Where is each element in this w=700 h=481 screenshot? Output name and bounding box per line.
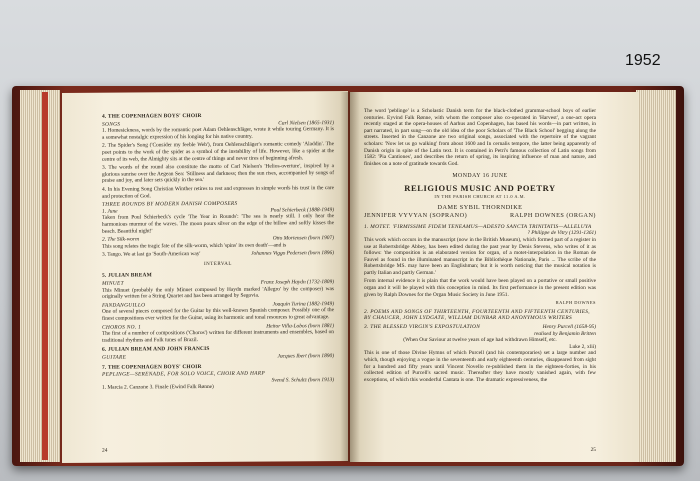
fandanguillo-composer: Joaquin Turina (1882-1949)	[272, 300, 334, 308]
peplinge-text: 1. Marcia 2. Canzone 3. Finale (Ewind Falk Rønne)	[102, 384, 214, 392]
year-label: 1952	[625, 52, 661, 69]
songs-item-4: 4. In his Evening Song Christian Winther retires to rest and expresses in simple words his trust in the care and protection of God.	[102, 185, 334, 200]
left-page	[62, 91, 348, 463]
round-1-composer: Poul Schierbeck (1888-1949)	[270, 206, 334, 214]
item-1-text: This work which occurs in the manuscript (now in the British Museum), which formed part of a register in use at Robertsbridge Abbey, has been edited during the past year by Denis Stevens, who writes of it as follows: 'the composition is an elaborated version for organ, of a motet-interpolation in the Roman de Fauvel as found in the illuminated manuscript in the Bibliothèque Nationale, Paris ... The scribe of the Robertsbridge MS. may have been an Englishman; but it is worth noticing that the musical notation is partly Italian and partly German.'	[364, 236, 596, 276]
peplinge-composer: Svend S. Schultz (born 1913)	[271, 376, 334, 384]
round-3-title: 3. Tango. We at last go 'South-American way'	[102, 251, 201, 259]
minuet-label: MINUET	[102, 280, 124, 287]
item-3-realised: realised by Benjamin Britten	[534, 330, 596, 337]
intro-text: The word 'peblinge' is a Scholastic Danish term for the black-clothed grammar-school boys of earlier centuries. Eyvind Falk Rønne, with whom the composer also co-operated in 'Harvest', a one-act opera recently staged at the opera-houses of Aarhus and Copenhagen, has based his words—in part written, in part narrated, in part sung—on the old idea of the poor Scholars of 'The Black School' begging along the streets. Inserted in the Canzone are two original songs, associated with the repertoire of the vagrant scholars: 'Now let us go walking' from about 1600 and In cernalis tempore, the latter being apparently of Danish origin in spite of the Latin text. It is contained in Petri's famous collection of Latin songs from 1582: 'Pia Cantiones', and describes the return of spring, its inspiring influence of man and nature, and finishes on a note of gratitude towards God.	[364, 108, 596, 167]
round-2-title: 2. The Silk-worm	[102, 236, 139, 243]
reader-name: DAME SYBIL THORNDIKE	[437, 203, 523, 211]
fandanguillo-text: One of several pieces composed for the Guitar by this well-known Spanish composer. Possibly one of the finest compositions ever written for the Guitar, using its harmonic and tonal resources to great advantage.	[102, 307, 334, 322]
ribbon-marker	[42, 92, 48, 460]
performer-organ: RALPH DOWNES (ORGAN)	[510, 212, 596, 220]
rounds-label: THREE ROUNDS BY MODERN DANISH COMPOSERS	[102, 200, 238, 208]
songs-item-1: 1. Homesickness, words by the romantic poet Adam Oehlenschläger, wrote it while touring Germany. It is a somewhat nostalgic expression of his longing for his native country.	[102, 126, 334, 141]
page-edges-left	[20, 90, 60, 462]
choros-text: The first of a number of compositions ('Choros') written for different instruments and ensembles, based on traditional rhythms and Folk tunes of Brazil.	[102, 329, 334, 344]
fandanguillo-label: FANDANGUILLO	[102, 302, 146, 309]
guitare-label: GUITARE	[102, 354, 127, 361]
item-3-composer: Henry Purcell (1658-95)	[542, 324, 596, 331]
item-3-header	[364, 324, 596, 331]
item-3-title: 3. THE BLESSED VIRGIN'S EXPOSTULATION	[364, 324, 481, 331]
item-1-text-2: From internal evidence it is plain that the work would have been played on a portative or small positive organ and it will be played with this conception in mind. Its first performance in the present edition was given by Ralph Downes for the Organ Music Society in June 1951.	[364, 278, 596, 298]
interval-heading: INTERVAL	[204, 261, 232, 267]
peplinge-label: PEPLINGE—SERENADE, FOR SOLO VOICE, CHOIR AND HARP	[102, 370, 265, 378]
round-3-header	[102, 250, 334, 258]
round-3-composer: Johannes Viggo Pedersen (born 1896)	[251, 250, 334, 257]
item-1-composer: ? Philippe de Vitry (1291-1361)	[527, 230, 596, 237]
guitare-header	[102, 353, 334, 361]
performers	[364, 213, 596, 220]
minuet-text: This Minuet (probably the only Minuet composed by Haydn marked 'Allegro' by the composer) was originally written for a String Quartet and has been arranged by Segovia.	[102, 285, 334, 300]
item-3-quote: (When Our Saviour at twelve years of age had withdrawn Himself, etc.	[403, 337, 557, 344]
event-title: RELIGIOUS MUSIC AND POETRY	[404, 182, 556, 193]
choros-composer: Heitor Villa-Lobos (born 1881)	[266, 322, 334, 330]
minuet-composer: Franz Joseph Haydn (1732-1809)	[260, 279, 334, 286]
left-folio: 24	[102, 448, 108, 455]
item-2-title: 2. POEMS AND SONGS OF THIRTEENTH, FOURTEENTH AND FIFTEENTH CENTURIES, BY CHAUCER, JOHN LYDGATE, WILLIAM DUNBAR AND ANONYMOUS WRITERS	[364, 308, 590, 322]
songs-label: SONGS	[102, 121, 121, 128]
round-1-text: Taken from Poul Schierbeck's cycle 'The Year in Rounds': 'The sea is nearly still. I only hear the harmonious murmur of the waves. The moon pours silver on the edge of the billow and softly kisses the beach. Beautiful night!'	[102, 213, 334, 235]
item-3-ref: Luke 2, xlii)	[569, 343, 596, 350]
item-1-title: 1. MOTET. 'FIRMISSIME FIDEM TENEAMUS—ADESTO SANCTA TRINITATIS—ALLELUYA	[364, 223, 592, 230]
performer-soprano: JENNIFER VYVYAN (SOPRANO)	[364, 212, 468, 220]
right-page	[350, 92, 638, 462]
event-date: MONDAY 16 JUNE	[452, 173, 508, 180]
section-4-heading: 4. THE COPENHAGEN BOYS' CHOIR	[102, 113, 202, 120]
round-2-composer: Otto Mortensen (born 1907)	[272, 235, 334, 242]
item-3-text: This is one of those Divine Hymns of which Purcell (and his contemporaries) set a large number and which, though enjoying a vogue in the seventeenth and early eighteenth centuries, disappeared from sight for a hundred and fifty years until Vincent Novello re-published them in the eighteen-forties, in his collected edition of Purcell's sacred music. Thereafter they have mostly vanished again, with few exceptions, of which this wonderful Cantata is one. The dramatic expressiveness, the	[364, 350, 596, 383]
section-5-heading: 5. JULIAN BREAM	[102, 272, 152, 280]
event-venue: IN THE PARISH CHURCH AT 11.0 A.M.	[434, 193, 526, 199]
book-gutter	[340, 92, 360, 462]
section-6-heading: 6. JULIAN BREAM AND JOHN FRANCIS	[102, 346, 210, 354]
songs-item-3: 3. The words of the round also constitute the motto of Carl Nielsen's 'Helios-overture', inspired by a glorious sunrise over the Aegean Sea: 'Stillness and darkness; then the sun rises, accompanied by songs of praise and joy, and later sets quickly in the sea.'	[102, 163, 334, 185]
round-1-title: 1. June	[102, 208, 118, 215]
songs-composer: Carl Nielsen (1865-1931)	[278, 119, 334, 127]
round-2-text: This song relates the tragic fate of the silk-worm, which 'spins' its own death'—and is	[102, 242, 287, 250]
section-7-heading: 7. THE COPENHAGEN BOYS' CHOIR	[102, 363, 202, 371]
choros-label: CHOROS NO. 1	[102, 324, 142, 331]
guitare-composer: Jacques Ibert (born 1890)	[277, 353, 334, 360]
item-1-credit: RALPH DOWNES	[555, 300, 596, 306]
right-folio: 25	[590, 447, 596, 454]
page-edges-right	[636, 90, 676, 462]
songs-item-2: 2. The Spider's Song ('Consider my feeble Web'), from Oehlenschläger's romantic comedy 'Aladdin'. The poet points to the work of the spider as a symbol of the instability of life. However, like a spider at the centre of its web, the Almighty sits at the centre of things and never tires of beginning afresh.	[102, 141, 334, 163]
